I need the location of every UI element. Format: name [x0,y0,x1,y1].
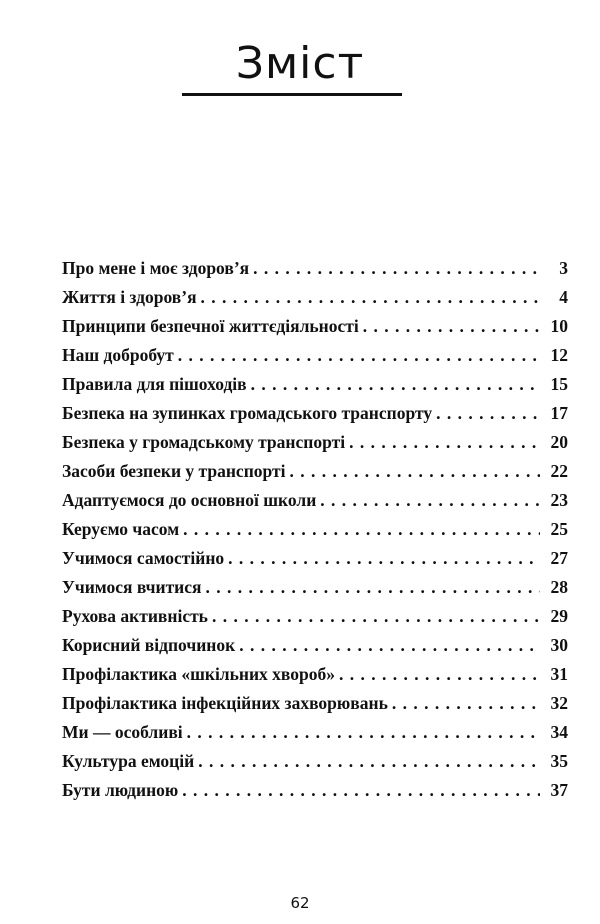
toc-entry-title: Безпека на зупинках громадського транспорту [62,403,433,423]
dot-leader [251,374,540,395]
toc-entry[interactable] [62,258,568,287]
toc-entry-title: Профілактика «шкільних хвороб» [62,664,335,684]
dot-leader [212,606,540,627]
dot-leader [349,432,540,453]
toc-entry[interactable] [62,519,568,548]
toc-entry[interactable] [62,403,568,432]
toc-entry-title: Ми — особливі [62,722,183,742]
toc-entry-page: 30 [550,635,568,655]
toc-entry-page: 20 [550,432,568,452]
toc-entry-page: 29 [550,606,568,626]
toc-entry-title: Учимося самостійно [62,548,225,568]
toc-entry-page: 4 [559,287,568,307]
toc-entry[interactable] [62,316,568,345]
dot-leader [339,664,540,685]
toc-entry-title: Керуємо часом [62,519,180,539]
page-number: 62 [290,894,310,912]
toc-entry-page: 25 [550,519,568,539]
toc-entry-page: 10 [550,316,568,336]
toc-entry-title: Культура емоцій [62,751,195,771]
toc-entry-title: Безпека у громадському транспорті [62,432,346,452]
toc-entry-page: 12 [550,345,568,365]
toc-entry[interactable] [62,287,568,316]
title-underline [182,93,402,96]
toc-entry-page: 15 [550,374,568,394]
page-title: Зміст [235,38,365,89]
toc-entry-title: Засоби безпеки у транспорті [62,461,286,481]
toc-entry-page: 17 [550,403,568,423]
toc-entry[interactable] [62,345,568,374]
toc-entry-title: Про мене і моє здоров’я [62,258,250,278]
toc-entry[interactable] [62,693,568,722]
dot-leader [201,287,540,308]
toc-entry[interactable] [62,751,568,780]
toc-entry[interactable] [62,374,568,403]
dot-leader [183,519,540,540]
dot-leader [253,258,540,279]
toc-entry-page: 34 [550,722,568,742]
toc-entry-title: Адаптуємося до основної школи [62,490,317,510]
toc-entry[interactable] [62,606,568,635]
toc-entry[interactable] [62,780,568,809]
toc-entry[interactable] [62,490,568,519]
toc-entry-title: Бути людиною [62,780,179,800]
toc-entry-title: Наш добробут [62,345,174,365]
dot-leader [363,316,540,337]
dot-leader [392,693,540,714]
dot-leader [198,751,540,772]
toc-entry-page: 28 [550,577,568,597]
dot-leader [182,780,540,801]
toc-entry-page: 32 [550,693,568,713]
dot-leader [228,548,540,569]
toc-entry-title: Принципи безпечної життєдіяльності [62,316,359,336]
toc-entry-page: 23 [550,490,568,510]
toc-entry[interactable] [62,577,568,606]
toc-entry-title: Правила для пішоходів [62,374,247,394]
toc-entry[interactable] [62,548,568,577]
toc-entry-page: 35 [550,751,568,771]
toc-entry-page: 31 [550,664,568,684]
toc-entry-page: 27 [550,548,568,568]
table-of-contents [62,258,568,809]
dot-leader [320,490,540,511]
toc-entry[interactable] [62,461,568,490]
dot-leader [289,461,540,482]
dot-leader [436,403,540,424]
toc-entry[interactable] [62,664,568,693]
dot-leader [206,577,541,598]
toc-entry-title: Життя і здоров’я [62,287,197,307]
dot-leader [187,722,540,743]
toc-entry-title: Рухова активність [62,606,208,626]
toc-entry-page: 3 [559,258,568,278]
toc-entry-title: Корисний відпочинок [62,635,236,655]
toc-entry-title: Профілактика інфекційних захворювань [62,693,388,713]
toc-entry-page: 37 [550,780,568,800]
toc-entry[interactable] [62,635,568,664]
dot-leader [178,345,540,366]
toc-entry[interactable] [62,432,568,461]
dot-leader [239,635,540,656]
toc-entry-title: Учимося вчитися [62,577,202,597]
toc-entry-page: 22 [550,461,568,481]
toc-entry[interactable] [62,722,568,751]
